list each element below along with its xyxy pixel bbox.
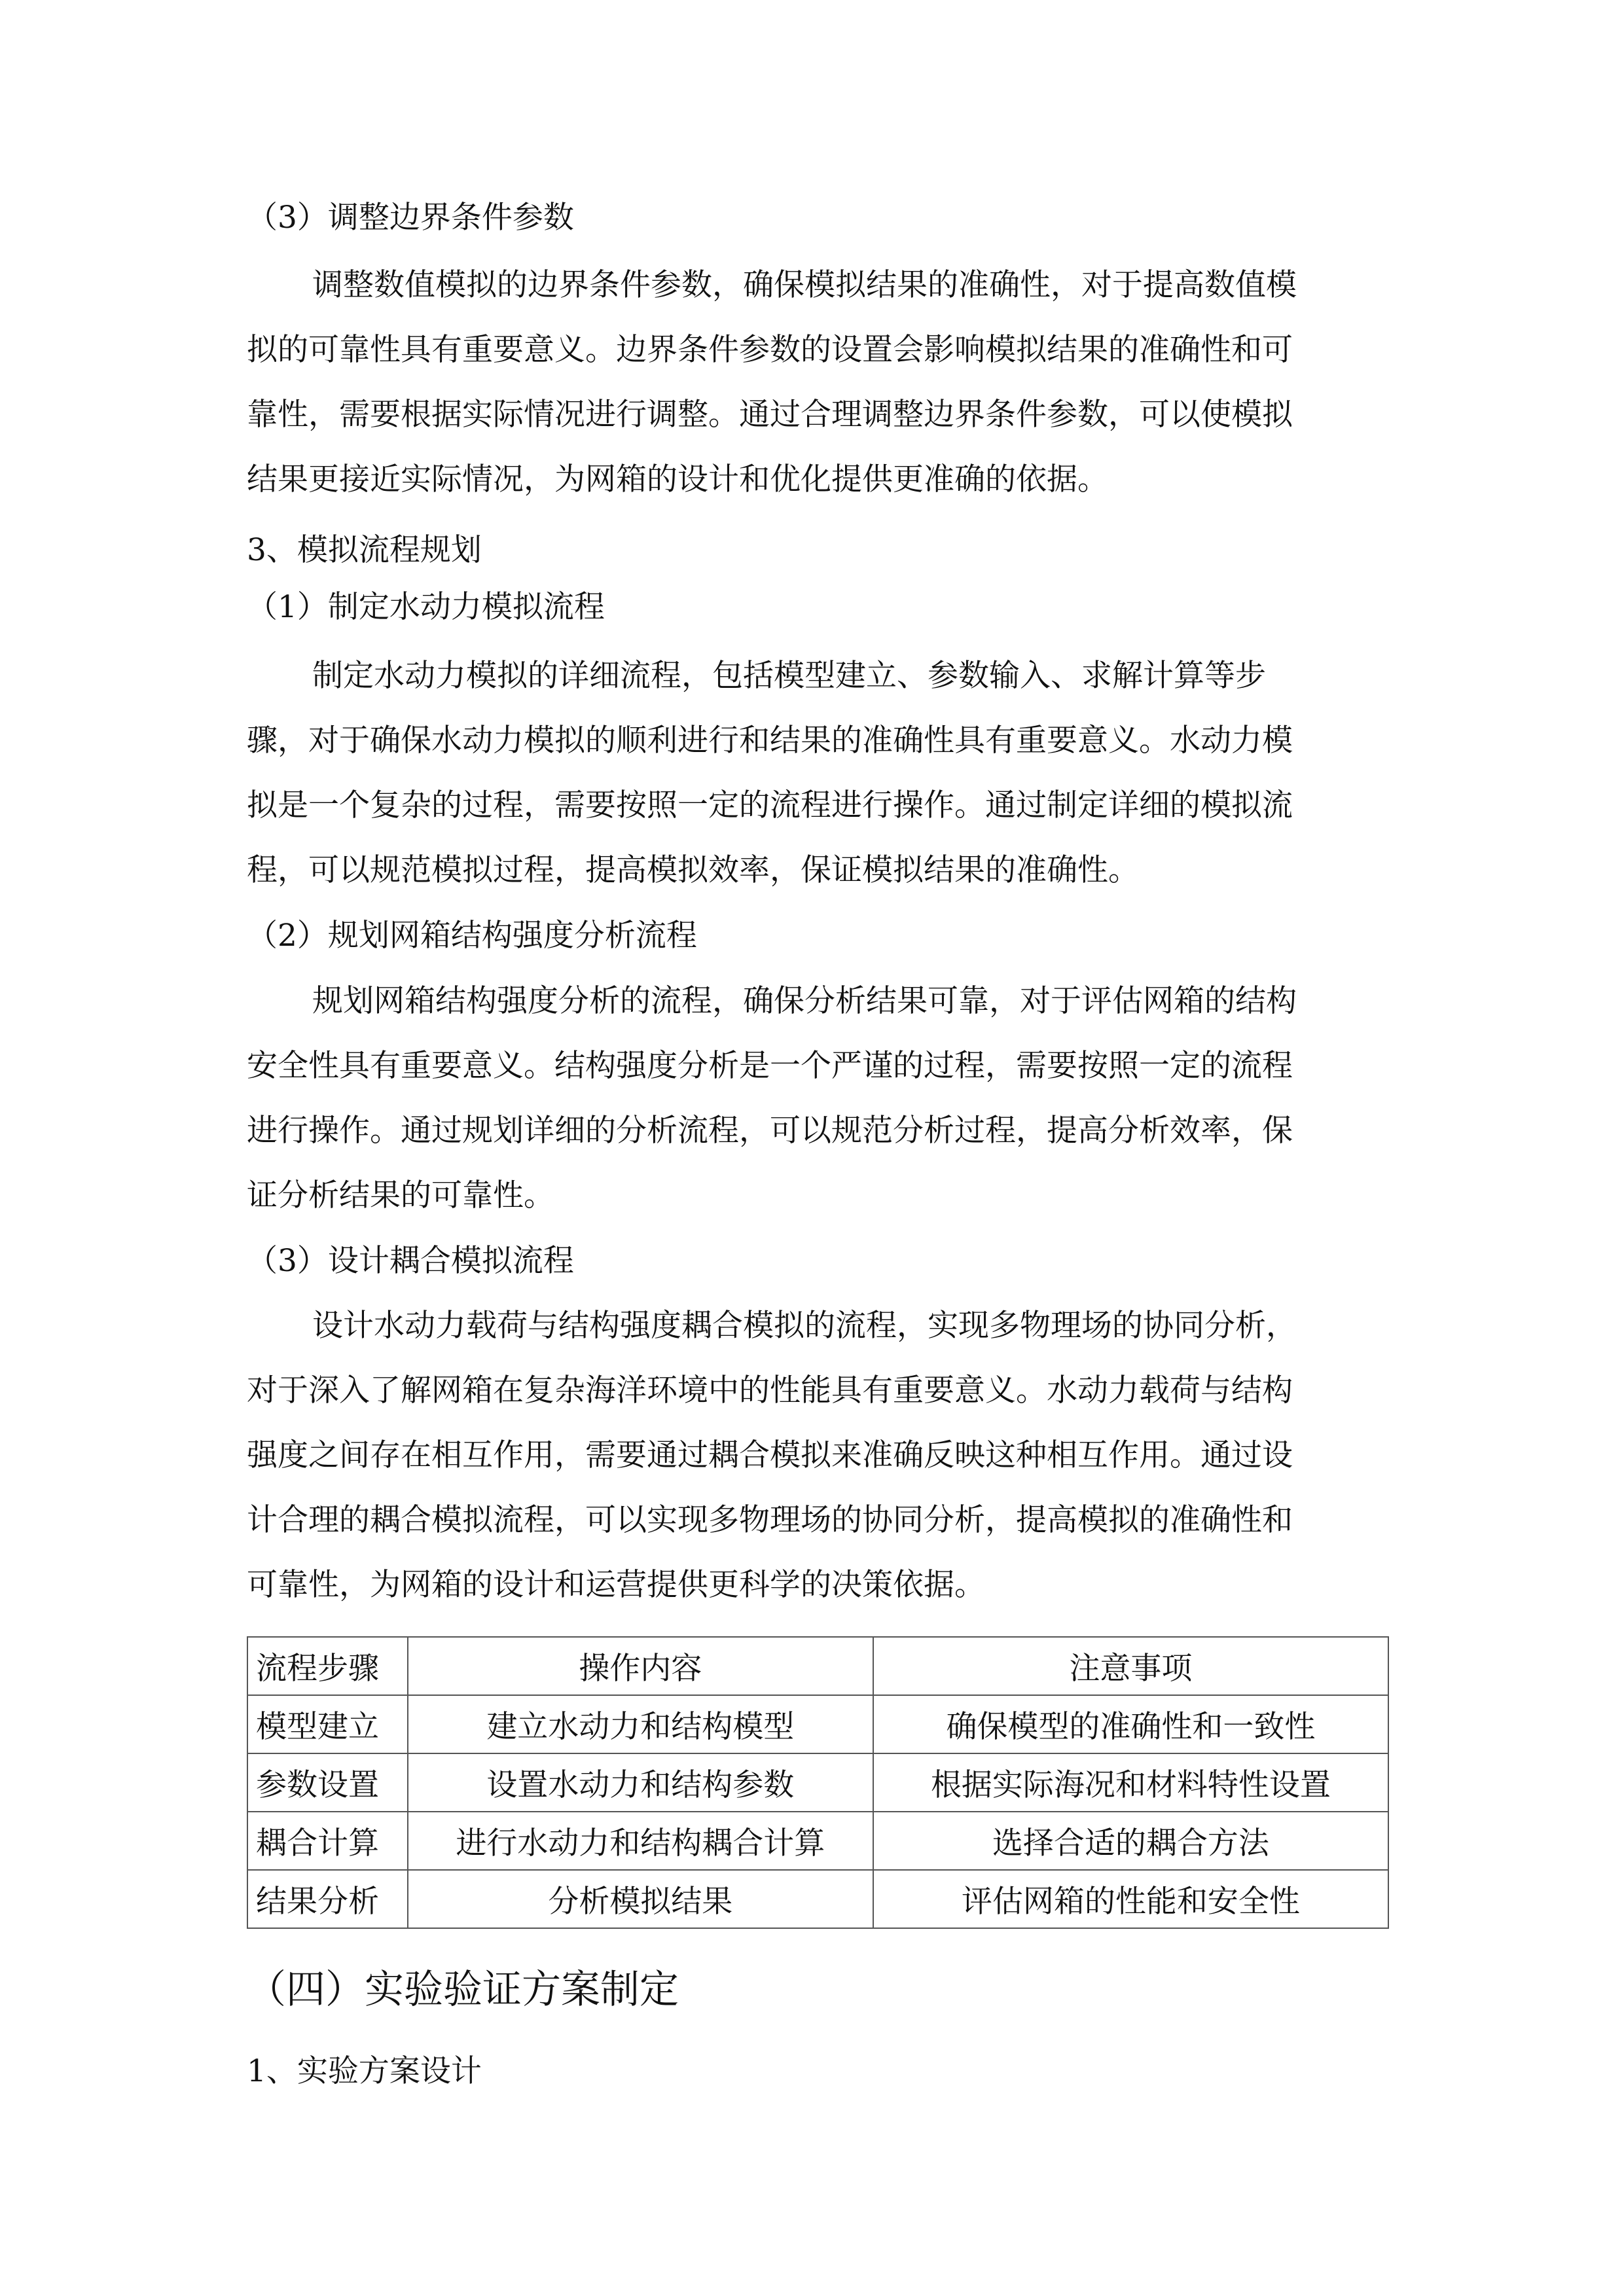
table-cell: 分析模拟结果 (408, 1870, 873, 1928)
table-header-cell: 流程步骤 (247, 1637, 408, 1695)
subheading-boundary-params: （3）调整边界条件参数 (247, 200, 574, 236)
paragraph-line: 结果更接近实际情况，为网箱的设计和优化提供更准确的依据。 (247, 461, 1108, 497)
table-cell: 耦合计算 (247, 1812, 408, 1870)
table-header-row (247, 1637, 1388, 1695)
paragraph-line: 强度之间存在相互作用，需要通过耦合模拟来准确反映这种相互作用。通过设 (247, 1437, 1293, 1473)
paragraph-line: 调整数值模拟的边界条件参数，确保模拟结果的准确性，对于提高数值模 (312, 267, 1297, 303)
subheading-hydro-flow: （1）制定水动力模拟流程 (247, 589, 605, 625)
table-cell: 根据实际海况和材料特性设置 (873, 1753, 1388, 1812)
table-row (247, 1753, 1388, 1812)
table-cell: 确保模型的准确性和一致性 (873, 1695, 1388, 1753)
subheading-strength-flow: （2）规划网箱结构强度分析流程 (247, 918, 697, 954)
heading-experiment-design: 1、实验方案设计 (247, 2053, 482, 2089)
paragraph-line: 程，可以规范模拟过程，提高模拟效率，保证模拟结果的准确性。 (247, 852, 1139, 888)
paragraph-line: 计合理的耦合模拟流程，可以实现多物理场的协同分析，提高模拟的准确性和 (247, 1502, 1293, 1538)
table-row (247, 1870, 1388, 1928)
flow-steps-table (247, 1636, 1389, 1929)
paragraph-line: 设计水动力载荷与结构强度耦合模拟的流程，实现多物理场的协同分析， (312, 1308, 1297, 1344)
table-row (247, 1812, 1388, 1870)
paragraph-line: 对于深入了解网箱在复杂海洋环境中的性能具有重要意义。水动力载荷与结构 (247, 1372, 1293, 1408)
table-cell: 参数设置 (247, 1753, 408, 1812)
table-header-cell: 注意事项 (873, 1637, 1388, 1695)
table-row (247, 1695, 1388, 1753)
paragraph-line: 进行操作。通过规划详细的分析流程，可以规范分析过程，提高分析效率，保 (247, 1113, 1293, 1149)
subheading-coupling-flow: （3）设计耦合模拟流程 (247, 1243, 574, 1279)
table-cell: 评估网箱的性能和安全性 (873, 1870, 1388, 1928)
table-cell: 结果分析 (247, 1870, 408, 1928)
table-cell: 模型建立 (247, 1695, 408, 1753)
paragraph-line: 靠性，需要根据实际情况进行调整。通过合理调整边界条件参数，可以使模拟 (247, 397, 1293, 433)
table-header-cell: 操作内容 (408, 1637, 873, 1695)
paragraph-line: 制定水动力模拟的详细流程，包括模型建立、参数输入、求解计算等步 (312, 658, 1266, 694)
paragraph-line: 拟是一个复杂的过程，需要按照一定的流程进行操作。通过制定详细的模拟流 (247, 787, 1293, 823)
table-cell: 进行水动力和结构耦合计算 (408, 1812, 873, 1870)
table-cell: 设置水动力和结构参数 (408, 1753, 873, 1812)
paragraph-line: 安全性具有重要意义。结构强度分析是一个严谨的过程，需要按照一定的流程 (247, 1048, 1293, 1084)
table-cell: 建立水动力和结构模型 (408, 1695, 873, 1753)
heading-flow-planning: 3、模拟流程规划 (247, 532, 482, 568)
table-cell: 选择合适的耦合方法 (873, 1812, 1388, 1870)
paragraph-line: 可靠性，为网箱的设计和运营提供更科学的决策依据。 (247, 1567, 985, 1603)
paragraph-line: 拟的可靠性具有重要意义。边界条件参数的设置会影响模拟结果的准确性和可 (247, 332, 1293, 368)
paragraph-line: 规划网箱结构强度分析的流程，确保分析结果可靠，对于评估网箱的结构 (312, 983, 1297, 1019)
paragraph-line: 骤，对于确保水动力模拟的顺利进行和结果的准确性具有重要意义。水动力模 (247, 723, 1293, 759)
paragraph-line: 证分析结果的可靠性。 (247, 1177, 554, 1213)
heading-experiment-plan: （四）实验验证方案制定 (247, 1967, 679, 2013)
